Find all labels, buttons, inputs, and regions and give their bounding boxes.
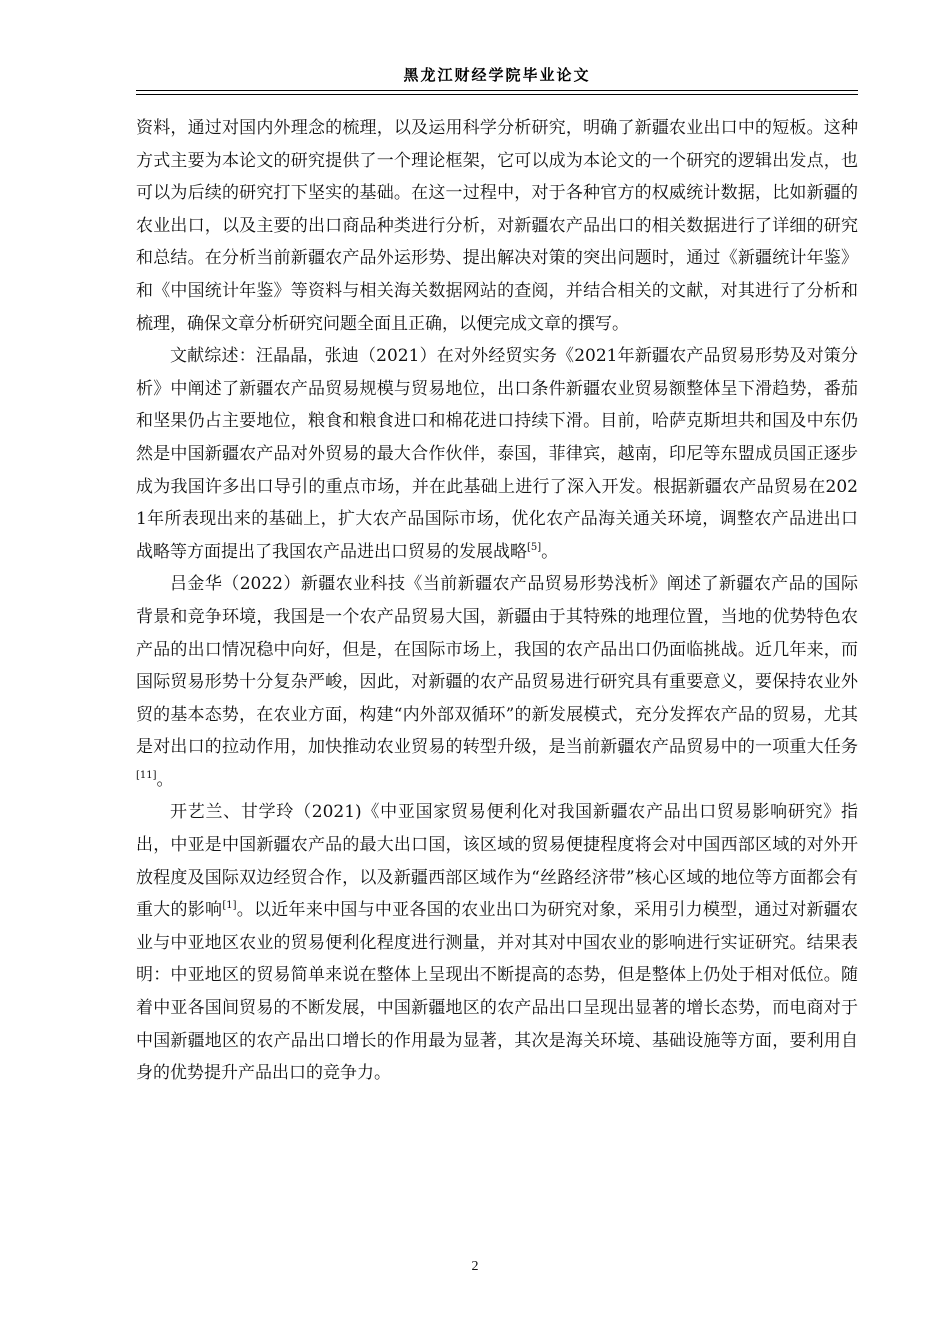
running-header: 黑龙江财经学院毕业论文: [403, 66, 591, 84]
paragraph-text: 文献综述：汪晶晶，张迪（2021）在对外经贸实务《2021年新疆农产品贸易形势及对策分析》中阐述了新疆农产品贸易规模与贸易地位，出口条件新疆农业贸易额整体呈下滑趋势，番茄和坚果仍占主要地位，粮食和粮食进口和棉花进口持续下滑。目前，哈萨克斯坦共和国及中东仍然是中国新疆农产品对外贸易的最大合作伙伴，泰国，菲律宾，越南，印尼等东盟成员国正逐步成为我国许多出口导引的重点市场，并在此基础上进行了深入开发。根据新疆农产品贸易在2021年所表现出来的基础上，扩大农产品国际市场，优化农产品海关通关环境，调整农产品进出口战略等方面提出了我国农产品进出口贸易的发展战略: [136, 346, 858, 562]
page-number: 2: [471, 1259, 479, 1274]
header-rule-bottom: [136, 94, 858, 95]
paragraph-text-tail: 。: [541, 541, 559, 562]
paragraph-methods: [136, 112, 858, 340]
header-rule-top: [136, 90, 858, 91]
paragraph-text: 开艺兰、甘学玲（2021)《中亚国家贸易便利化对我国新疆农产品出口贸易影响研究》指出，中亚是中国新疆农产品的最大出口国，该区域的贸易便捷程度将会对中国西部区域的对外开放程度及国际双边经贸合作，以及新疆西部区域作为“丝路经济带”核心区域的地位等方面都会有重大的影响: [136, 802, 858, 921]
citation-mark: [1]: [222, 900, 237, 912]
citation-mark: [11]: [136, 769, 157, 781]
paragraph-text: 吕金华（2022）新疆农业科技《当前新疆农产品贸易形势浅析》阐述了新疆农产品的国际背景和竞争环境，我国是一个农产品贸易大国，新疆由于其特殊的地理位置，当地的优势特色农产品的出口情况稳中向好，但是，在国际市场上，我国的农产品出口仍面临挑战。近几年来，而国际贸易形势十分复杂严峻，因此，对新疆的农产品贸易进行研究具有重要意义，要保持农业外贸的基本态势，在农业方面，构建“内外部双循环”的新发展模式，充分发挥农产品的贸易，尤其是对出口的拉动作用，加快推动农业贸易的转型升级，是当前新疆农产品贸易中的一项重大任务: [136, 574, 858, 758]
citation-mark: [5]: [527, 541, 542, 553]
paragraph-text-tail: 。以近年来中国与中亚各国的农业出口为研究对象，采用引力模型，通过对新疆农业与中亚地区农业的贸易便利化程度进行测量，并对其对中国农业的影响进行实证研究。结果表明：中亚地区的贸易简单来说在整体上呈现出不断提高的态势，但是整体上仍处于相对低位。随着中亚各国间贸易的不断发展，中国新疆地区的农产品出口呈现出显著的增长态势，而电商对于中国新疆地区的农产品出口增长的作用最为显著，其次是海关环境、基础设施等方面，要利用自身的优势提升产品出口的竞争力。: [136, 900, 859, 1084]
paragraph-review-wang: [136, 340, 858, 568]
paragraph-text-tail: 。: [156, 769, 174, 790]
paragraph-review-lv: [136, 568, 858, 796]
body-text: [136, 112, 858, 1090]
paragraph-review-kai: [136, 796, 858, 1089]
paragraph-text: 资料，通过对国内外理念的梳理，以及运用科学分析研究，明确了新疆农业出口中的短板。这种方式主要为本论文的研究提供了一个理论框架，它可以成为本论文的一个研究的逻辑出发点，也可以为后续的研究打下坚实的基础。在这一过程中，对于各种官方的权威统计数据，比如新疆的农业出口，以及主要的出口商品种类进行分析，对新疆农产品出口的相关数据进行了详细的研究和总结。在分析当前新疆农产品外运形势、提出解决对策的突出问题时，通过《新疆统计年鉴》和《中国统计年鉴》等资料与相关海关数据网站的查阅，并结合相关的文献，对其进行了分析和梳理，确保文章分析研究问题全面且正确，以便完成文章的撰写。: [136, 118, 858, 334]
